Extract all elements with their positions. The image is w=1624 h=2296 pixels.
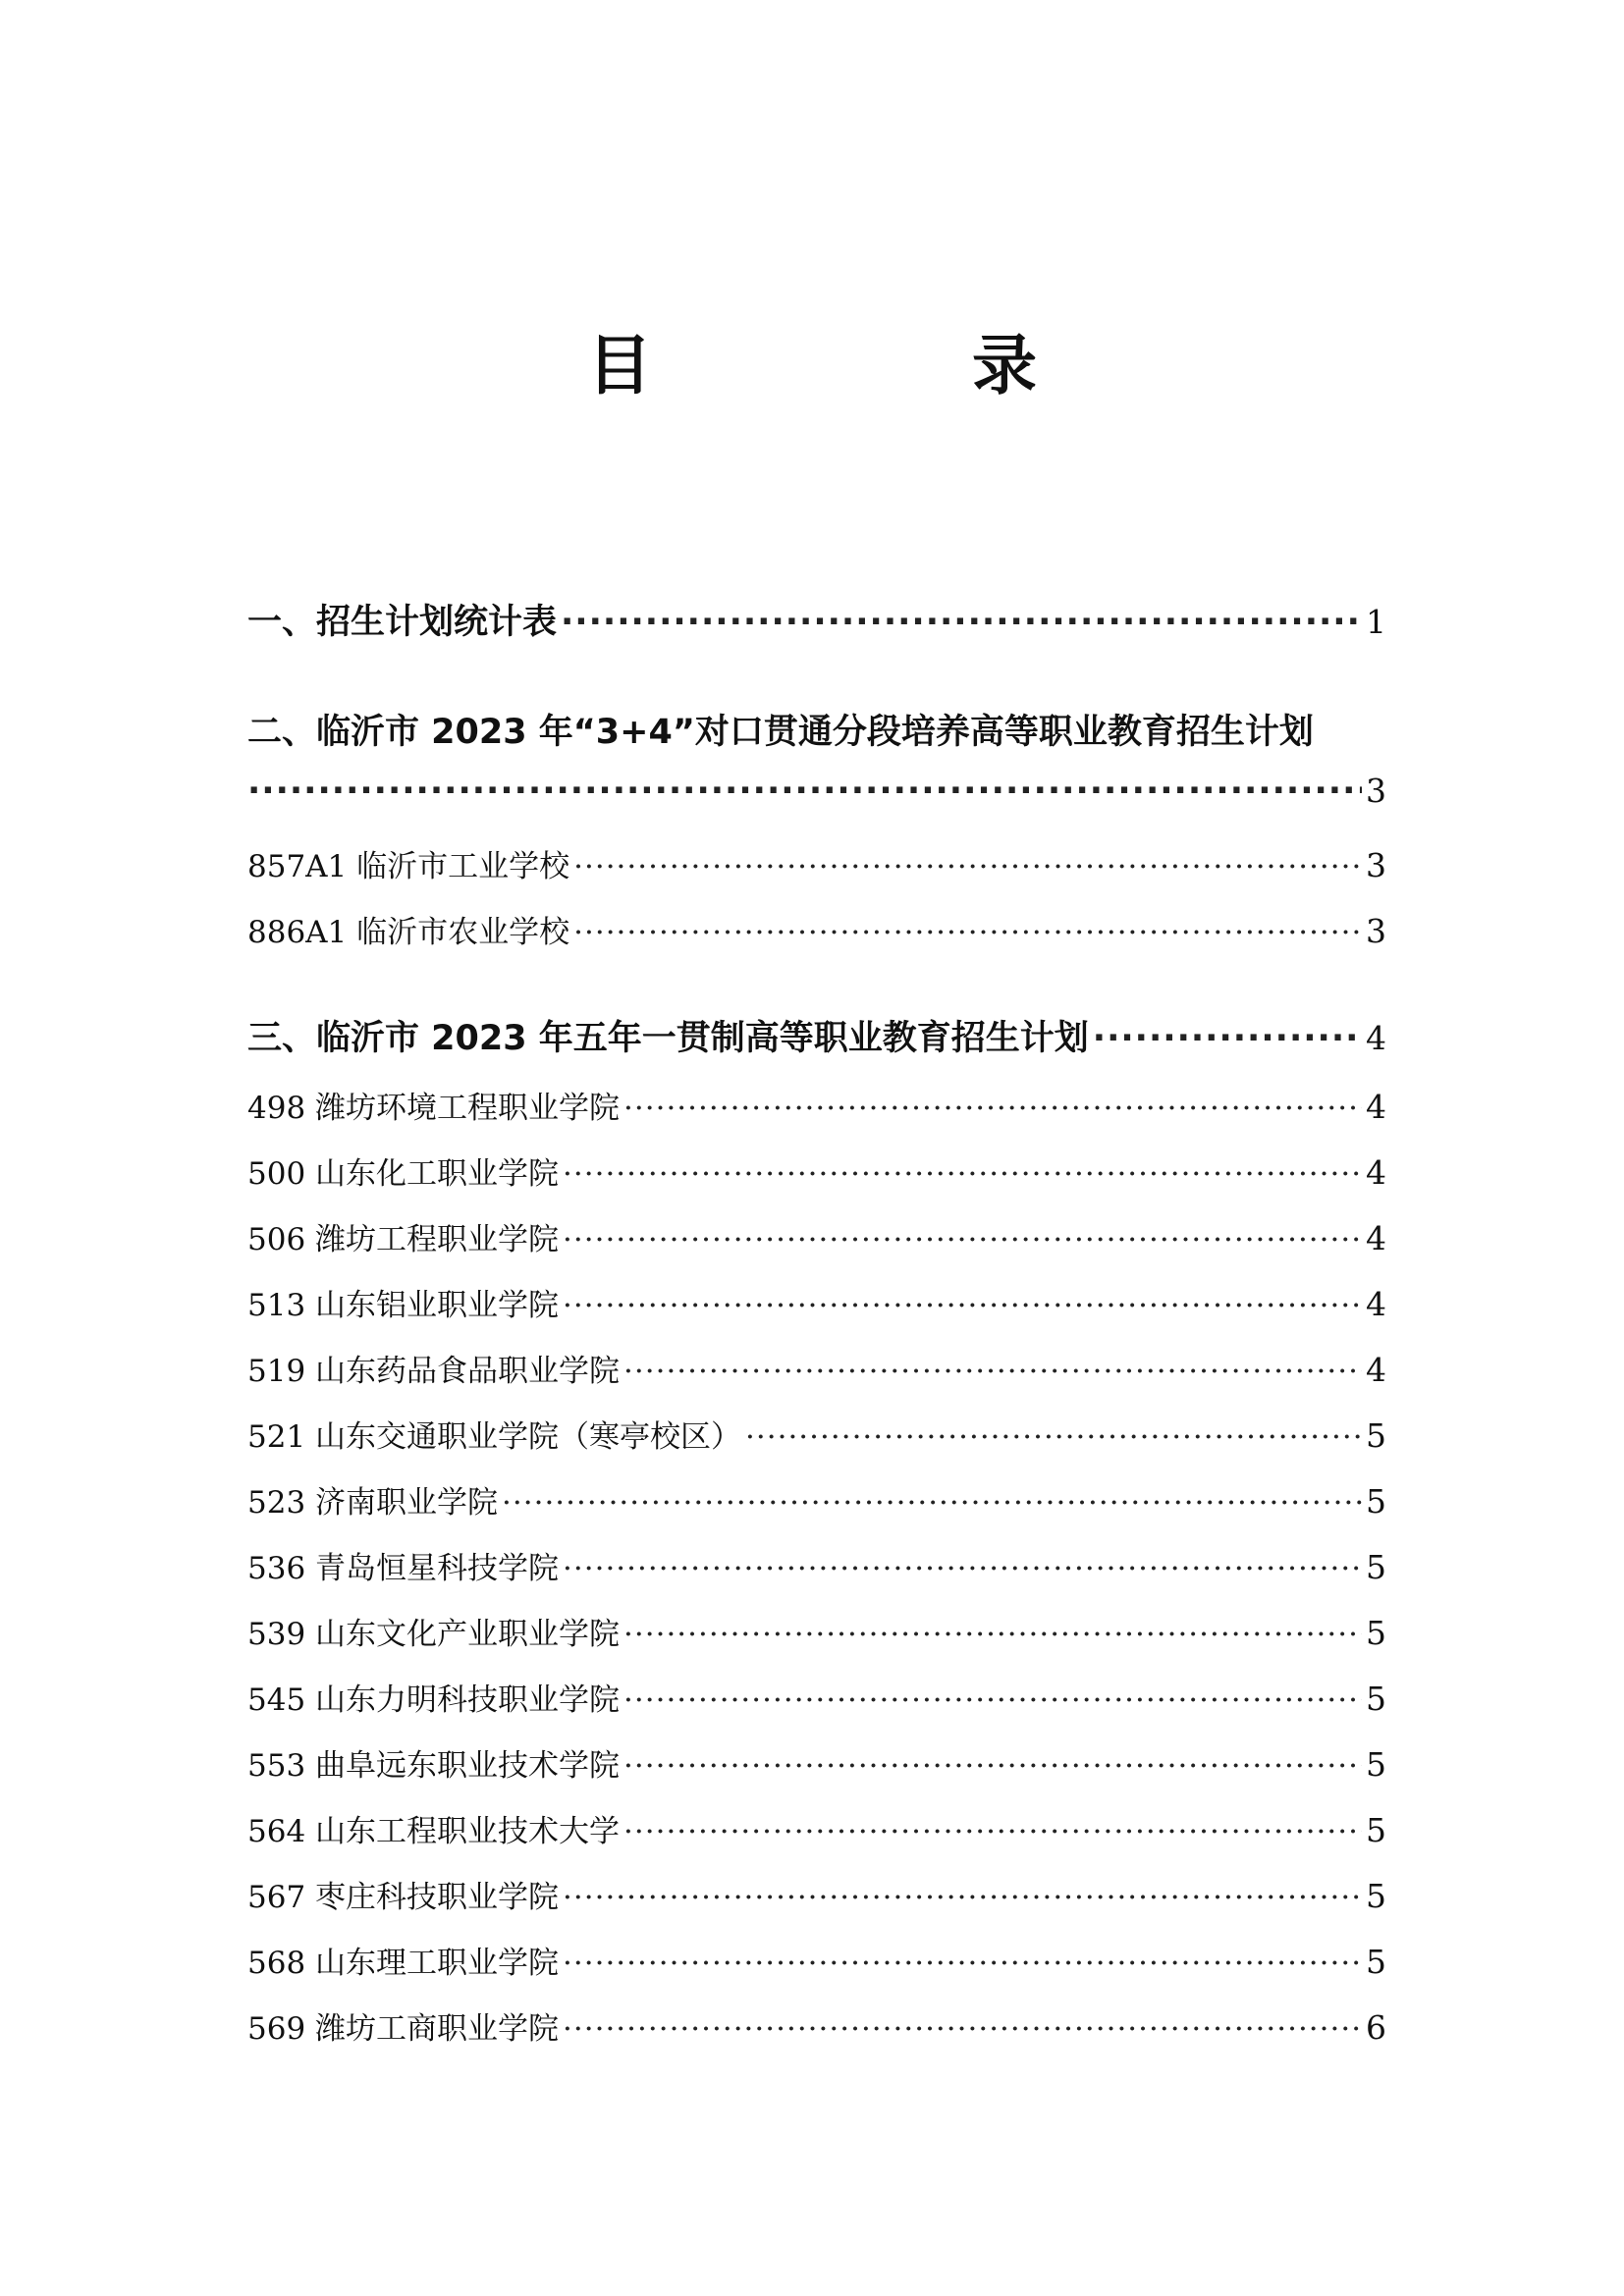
toc-entry-item[interactable]: [247, 1806, 1386, 1850]
dot-leader: [502, 1485, 1362, 1521]
toc-entry-label: 三、临沂市 2023 年五年一贯制高等职业教育招生计划: [247, 1019, 1089, 1058]
toc-entry-item[interactable]: [247, 1280, 1386, 1324]
dot-leader: [563, 1222, 1362, 1257]
toc-entry-item[interactable]: [247, 1609, 1386, 1653]
dot-leader: [1093, 1019, 1362, 1058]
toc-entry-label: 567 枣庄科技职业学院: [247, 1880, 560, 1915]
dot-leader: [561, 603, 1362, 642]
page-title: 目 录: [587, 328, 1164, 403]
toc-entry-section-2-heading[interactable]: [247, 705, 1314, 754]
toc-entry-label: 569 潍坊工商职业学院: [247, 2011, 560, 2047]
dot-leader: [623, 1814, 1362, 1849]
toc-entry-item[interactable]: [247, 1412, 1386, 1456]
toc-page-number: 5: [1366, 1614, 1386, 1652]
toc-page-number: 3: [1366, 846, 1386, 884]
dot-leader: [623, 1682, 1362, 1718]
toc-entry-label: 521 山东交通职业学院（寒亭校区）: [247, 1419, 742, 1455]
toc-entry-label: 568 山东理工职业学院: [247, 1946, 560, 1981]
toc-entry-label: 536 青岛恒星科技学院: [247, 1551, 560, 1586]
toc-page-number: 5: [1366, 1811, 1386, 1849]
dot-leader: [563, 1288, 1362, 1323]
toc-entry-item[interactable]: [247, 1083, 1386, 1127]
dot-leader: [563, 1156, 1362, 1192]
toc-entry-label: 506 潍坊工程职业学院: [247, 1222, 560, 1257]
dot-leader: [563, 2011, 1362, 2047]
toc-entry-section-2-leader-line[interactable]: [247, 772, 1386, 811]
toc-entry-label: 553 曲阜远东职业技术学院: [247, 1748, 621, 1784]
toc-page-number: 5: [1366, 1943, 1386, 1981]
toc-entry-item[interactable]: [247, 2003, 1386, 2048]
toc-page-number: 4: [1366, 1351, 1386, 1389]
toc-page-number: 4: [1366, 1285, 1386, 1323]
toc-entry-item[interactable]: [247, 841, 1386, 885]
dot-leader: [563, 1946, 1362, 1981]
toc-entry-item[interactable]: [247, 1543, 1386, 1587]
dot-leader: [623, 1354, 1362, 1389]
toc-page-number: 4: [1366, 1019, 1386, 1057]
dot-leader: [623, 1748, 1362, 1784]
toc-entry-label: 498 潍坊环境工程职业学院: [247, 1091, 621, 1126]
dot-leader: [563, 1880, 1362, 1915]
toc-entry-label: 一、招生计划统计表: [247, 603, 558, 642]
dot-leader: [623, 1617, 1362, 1652]
toc-entry-label: 545 山东力明科技职业学院: [247, 1682, 621, 1718]
toc-entry-item[interactable]: [247, 1938, 1386, 1982]
toc-page-number: 3: [1366, 772, 1386, 810]
toc-entry-section-3[interactable]: [247, 1011, 1386, 1060]
toc-page-number: 5: [1366, 1680, 1386, 1718]
toc-page-number: 3: [1366, 912, 1386, 950]
dot-leader: [573, 915, 1362, 950]
toc-page-number: 4: [1366, 1153, 1386, 1192]
toc-page-number: 5: [1366, 1877, 1386, 1915]
toc-page-number: 5: [1366, 1548, 1386, 1586]
toc-page-number: 5: [1366, 1482, 1386, 1521]
toc-page-number: 4: [1366, 1088, 1386, 1126]
toc-page-number: 5: [1366, 1745, 1386, 1784]
dot-leader: [247, 772, 1362, 811]
toc-entry-item[interactable]: [247, 1675, 1386, 1719]
toc-entry-label: 519 山东药品食品职业学院: [247, 1354, 621, 1389]
toc-page-number: 5: [1366, 1416, 1386, 1455]
toc-entry-label: 886A1 临沂市农业学校: [247, 915, 570, 950]
toc-page-number: 1: [1366, 603, 1386, 641]
toc-entry-label: 513 山东铝业职业学院: [247, 1288, 560, 1323]
toc-page-number: 6: [1366, 2008, 1386, 2047]
toc-entry-label: 857A1 临沂市工业学校: [247, 849, 570, 884]
toc-entry-label: 二、临沂市 2023 年“3+4”对口贯通分段培养高等职业教育招生计划: [247, 713, 1314, 752]
toc-entry-label: 564 山东工程职业技术大学: [247, 1814, 621, 1849]
toc-entry-item[interactable]: [247, 1148, 1386, 1193]
toc-entry-item[interactable]: [247, 1872, 1386, 1916]
toc-entry-item[interactable]: [247, 907, 1386, 951]
dot-leader: [623, 1091, 1362, 1126]
dot-leader: [563, 1551, 1362, 1586]
toc-entry-item[interactable]: [247, 1346, 1386, 1390]
toc-entry-item[interactable]: [247, 1740, 1386, 1785]
toc-page-number: 4: [1366, 1219, 1386, 1257]
toc-entry-section-1[interactable]: [247, 595, 1386, 644]
dot-leader: [745, 1419, 1362, 1455]
dot-leader: [573, 849, 1362, 884]
toc-entry-item[interactable]: [247, 1214, 1386, 1258]
toc-entry-item[interactable]: [247, 1477, 1386, 1522]
toc-entry-label: 500 山东化工职业学院: [247, 1156, 560, 1192]
toc-entry-label: 539 山东文化产业职业学院: [247, 1617, 621, 1652]
toc-entry-label: 523 济南职业学院: [247, 1485, 499, 1521]
